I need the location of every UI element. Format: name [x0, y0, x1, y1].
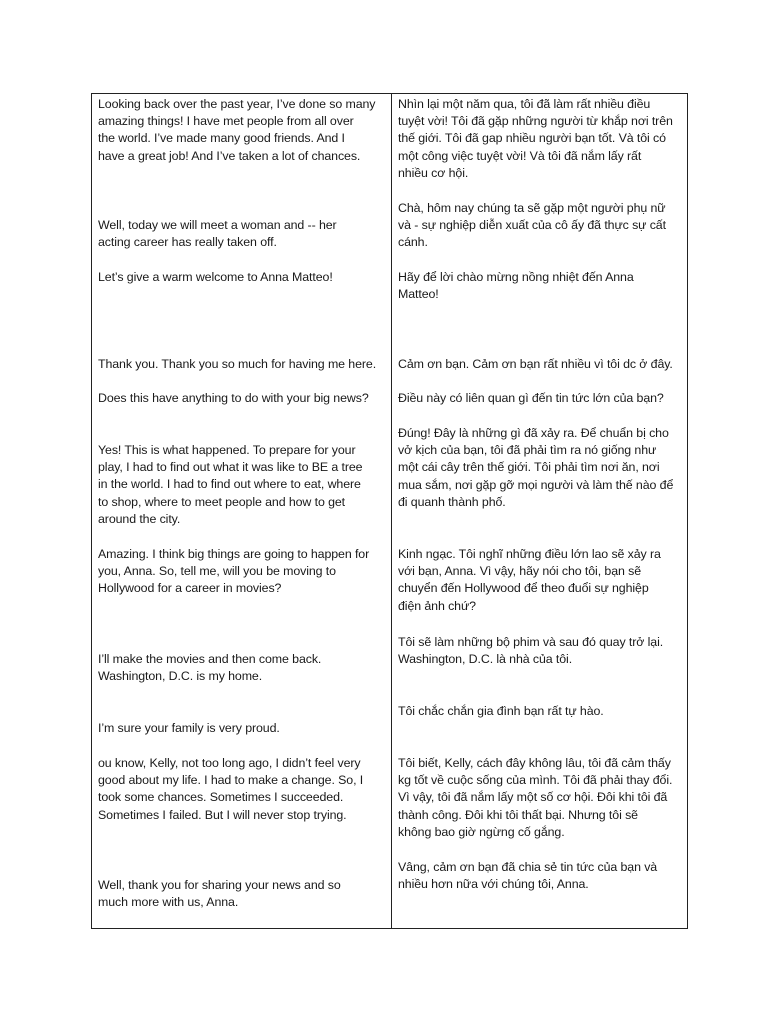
vietnamese-cell: Tôi chắc chắn gia đình bạn rất tự hào.: [398, 704, 604, 718]
english-cell: I’m sure your family is very proud.: [98, 721, 280, 735]
vietnamese-cell: Cảm ơn bạn. Cảm ơn bạn rất nhiều vì tôi dc ở đây.: [398, 357, 673, 371]
english-cell: ou know, Kelly, not too long ago, I didn’t feel very good about my life. I had to make a change. So, I took some chances. Sometimes I succeeded. Sometimes I failed. But I will never stop trying.: [98, 756, 364, 822]
english-cell: Thank you. Thank you so much for having me here.: [98, 357, 377, 371]
vietnamese-cell: Kinh ngạc. Tôi nghĩ những điều lớn lao sẽ xảy ra với bạn, Anna. Vì vậy, hãy nói cho tôi, bạn sẽ chuyển đến Hollywood để theo đuổi sự nghiệp điện ảnh chứ?: [398, 547, 661, 613]
vietnamese-cell: Tôi biết, Kelly, cách đây không lâu, tôi đã cảm thấy kg tốt về cuộc sống của mình. Tôi đã phải thay đổi. Vì vậy, tôi đã nắm lấy một số cơ hội. Đôi khi tôi đã thành công. Đôi khi tôi thất bại. Nhưng tôi sẽ không bao giờ ngừng cố gắng.: [398, 756, 673, 839]
english-cell: Looking back over the past year, I’ve done so many amazing things! I have met people from all over the world. I’ve made many good friends. And I have a great job! And I’ve taken a lot of chances.: [98, 97, 376, 163]
english-cell: Well, today we will meet a woman and -- her acting career has really taken off.: [98, 218, 337, 250]
column-divider: [391, 94, 392, 928]
transcript-table: [91, 93, 688, 929]
vietnamese-cell: Tôi sẽ làm những bộ phim và sau đó quay trở lại. Washington, D.C. là nhà của tôi.: [398, 635, 664, 667]
english-cell: Does this have anything to do with your big news?: [98, 391, 369, 405]
vietnamese-cell: Vâng, cảm ơn bạn đã chia sẻ tin tức của bạn và nhiều hơn nữa với chúng tôi, Anna.: [398, 860, 658, 892]
vietnamese-cell: Nhìn lại một năm qua, tôi đã làm rất nhiều điều tuyệt vời! Tôi đã gặp những người từ khắp nơi trên thế giới. Tôi đã gap nhiều người bạn tốt. Và tôi có một công việc tuyệt vời! Và tôi đã nắm lấy rất nhiều cơ hội.: [398, 97, 673, 180]
vietnamese-cell: Đúng! Đây là những gì đã xảy ra. Để chuẩn bị cho vở kịch của bạn, tôi đã phải tìm ra nó giống như một cái cây trên thế giới. Tôi phải tìm nơi ăn, nơi mua sắm, nơi gặp gỡ mọi người và làm thế nào để đi quanh thành phố.: [398, 426, 674, 509]
vietnamese-cell: Hãy để lời chào mừng nồng nhiệt đến Anna Matteo!: [398, 270, 634, 302]
english-cell: Amazing. I think big things are going to happen for you, Anna. So, tell me, will you be moving to Hollywood for a career in movies?: [98, 547, 370, 596]
vietnamese-cell: Chà, hôm nay chúng ta sẽ gặp một người phụ nữ và - sự nghiệp diễn xuất của cô ấy đã thực sự cất cánh.: [398, 201, 666, 250]
vietnamese-cell: Điều này có liên quan gì đến tin tức lớn của bạn?: [398, 391, 664, 405]
english-cell: I’ll make the movies and then come back. Washington, D.C. is my home.: [98, 652, 322, 684]
english-cell: Yes! This is what happened. To prepare for your play, I had to find out what it was like to BE a tree in the world. I had to find out where to eat, where to shop, where to meet people and how to get around the city.: [98, 443, 363, 526]
english-cell: Well, thank you for sharing your news and so much more with us, Anna.: [98, 878, 341, 910]
english-cell: Let’s give a warm welcome to Anna Matteo!: [98, 270, 333, 284]
